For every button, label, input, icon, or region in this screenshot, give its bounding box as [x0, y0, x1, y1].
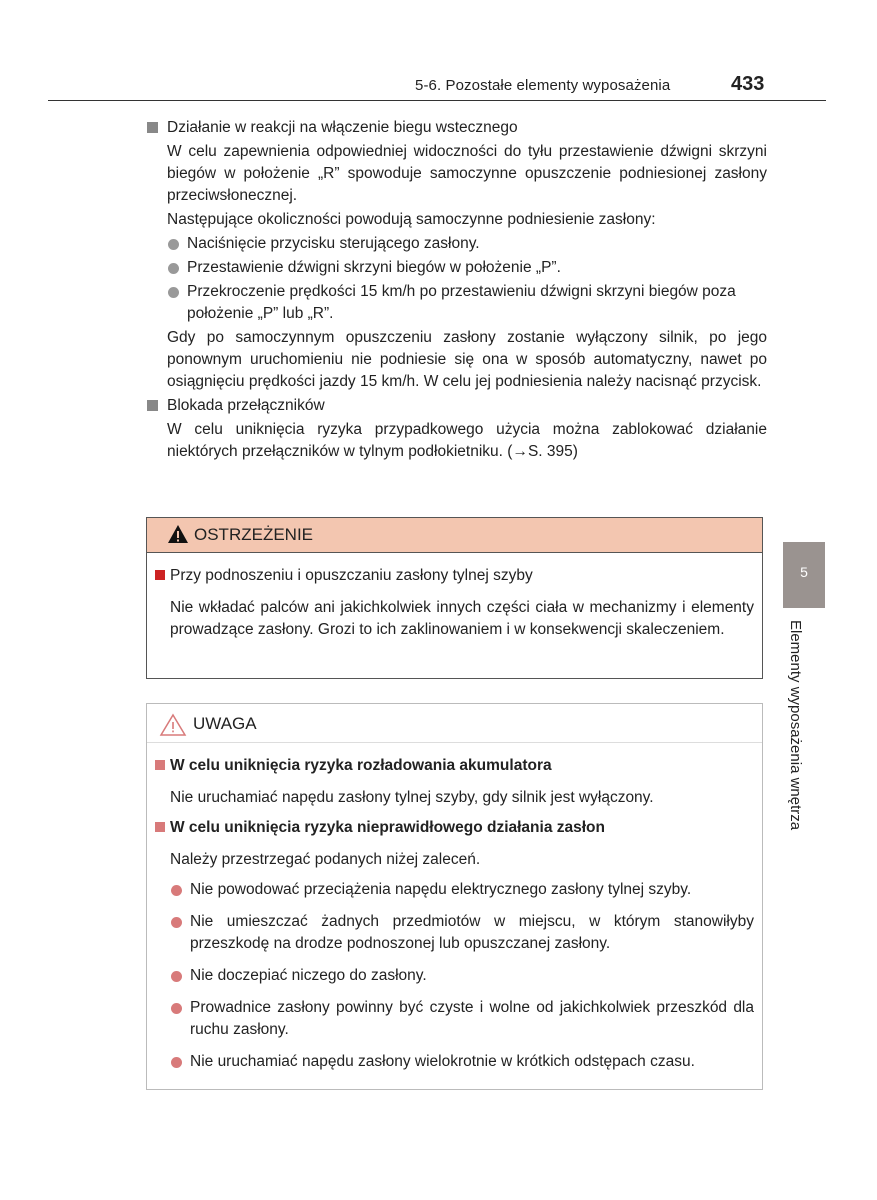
heading-text: Działanie w reakcji na włączenie biegu wstecznego	[167, 119, 518, 136]
list-item	[170, 879, 754, 901]
heading-text: W celu uniknięcia ryzyka rozładowania akumulatora	[170, 757, 552, 774]
notice-text: Należy przestrzegać podanych niżej zaleceń.	[170, 851, 481, 868]
chapter-tab	[783, 542, 825, 608]
list-item-text: Przestawienie dźwigni skrzyni biegów w położenie „P”.	[187, 259, 561, 276]
circle-bullet-icon	[168, 239, 179, 250]
list-item	[170, 965, 754, 987]
list-item-text: Nie doczepiać niczego do zasłony.	[190, 967, 427, 984]
circle-bullet-icon	[171, 917, 182, 928]
square-bullet-icon	[155, 760, 165, 770]
notice-box	[146, 703, 763, 1090]
square-bullet-icon	[147, 400, 158, 411]
list-item	[167, 281, 767, 325]
chapter-title: Elementy wyposażenia wnętrza	[787, 620, 804, 831]
warning-header	[147, 518, 762, 553]
chapter-number: 5	[800, 564, 808, 580]
section-title: 5-6. Pozostałe elementy wyposażenia	[415, 77, 671, 94]
bullet-list	[167, 233, 767, 325]
circle-bullet-icon	[171, 885, 182, 896]
notice-label: UWAGA	[193, 714, 257, 733]
notice-header	[147, 704, 762, 743]
header-rule	[48, 100, 826, 101]
warning-label: OSTRZEŻENIE	[194, 525, 314, 544]
circle-bullet-icon	[171, 971, 182, 982]
paragraph: W celu uniknięcia ryzyka przypadkowego użycia można zablokować działanie niektórych przełączników w tylnym podłokietniku. (→S. 395)	[167, 421, 767, 460]
circle-bullet-icon	[171, 1057, 182, 1068]
circle-bullet-icon	[168, 263, 179, 274]
section-heading	[147, 117, 767, 139]
caution-triangle-icon	[159, 713, 187, 737]
list-item-text: Przekroczenie prędkości 15 km/h po przestawieniu dźwigni skrzyni biegów poza położenie „P” lub „R”.	[187, 283, 736, 322]
heading-text: Blokada przełączników	[167, 397, 325, 414]
notice-heading	[155, 755, 754, 777]
list-item-text: Nie powodować przeciążenia napędu elektrycznego zasłony tylnej szyby.	[190, 881, 692, 898]
square-bullet-icon	[147, 122, 158, 133]
circle-bullet-icon	[168, 287, 179, 298]
list-item-text: Prowadnice zasłony powinny być czyste i wolne od jakichkolwiek przeszkód dla ruchu zasłony.	[190, 999, 754, 1038]
list-item	[170, 911, 754, 955]
list-item	[167, 233, 767, 255]
heading-text: Przy podnoszeniu i opuszczaniu zasłony tylnej szyby	[170, 567, 533, 584]
paragraph: Następujące okoliczności powodują samoczynne podniesienie zasłony:	[167, 211, 656, 228]
notice-heading	[155, 817, 754, 839]
list-item	[167, 257, 767, 279]
list-item	[170, 1051, 754, 1073]
list-item	[170, 997, 754, 1041]
paragraph: Gdy po samoczynnym opuszczeniu zasłony zostanie wyłączony silnik, po jego ponownym uruchomieniu nie podniesie się ona w sposób automatyczny, nawet po osiągnięciu prędkości jazdy 15 km/h. W celu jej podniesienia należy nacisnąć przycisk.	[167, 329, 767, 390]
list-item-text: Nie uruchamiać napędu zasłony wielokrotnie w krótkich odstępach czasu.	[190, 1053, 695, 1070]
page-number: 433	[731, 73, 765, 95]
list-item-text: Naciśnięcie przycisku sterującego zasłony.	[187, 235, 480, 252]
notice-text: Nie uruchamiać napędu zasłony tylnej szyby, gdy silnik jest wyłączony.	[170, 789, 654, 806]
square-bullet-icon	[155, 570, 165, 580]
warning-box	[146, 517, 763, 679]
heading-text: W celu uniknięcia ryzyka nieprawidłowego działania zasłon	[170, 819, 605, 836]
circle-bullet-icon	[171, 1003, 182, 1014]
main-content	[147, 117, 767, 463]
section-heading	[147, 395, 767, 417]
list-item-text: Nie umieszczać żadnych przedmiotów w miejscu, w którym stanowiłyby przeszkodę na drodze podnoszonej lub opuszczanej zasłony.	[190, 913, 754, 952]
warning-text: Nie wkładać palców ani jakichkolwiek innych części ciała w mechanizmy i elementy prowadzące zasłony. Grozi to ich zaklinowaniem i w konsekwencji skaleczeniem.	[170, 599, 754, 638]
square-bullet-icon	[155, 822, 165, 832]
paragraph: W celu zapewnienia odpowiedniej widoczności do tyłu przestawienie dźwigni skrzyni biegów w położenie „R” spowoduje samoczynne opuszczenie podniesionej zasłony przeciwsłonecznej.	[167, 143, 767, 204]
warning-triangle-icon	[167, 524, 189, 544]
bullet-list	[170, 879, 754, 1073]
warning-heading	[155, 565, 754, 587]
